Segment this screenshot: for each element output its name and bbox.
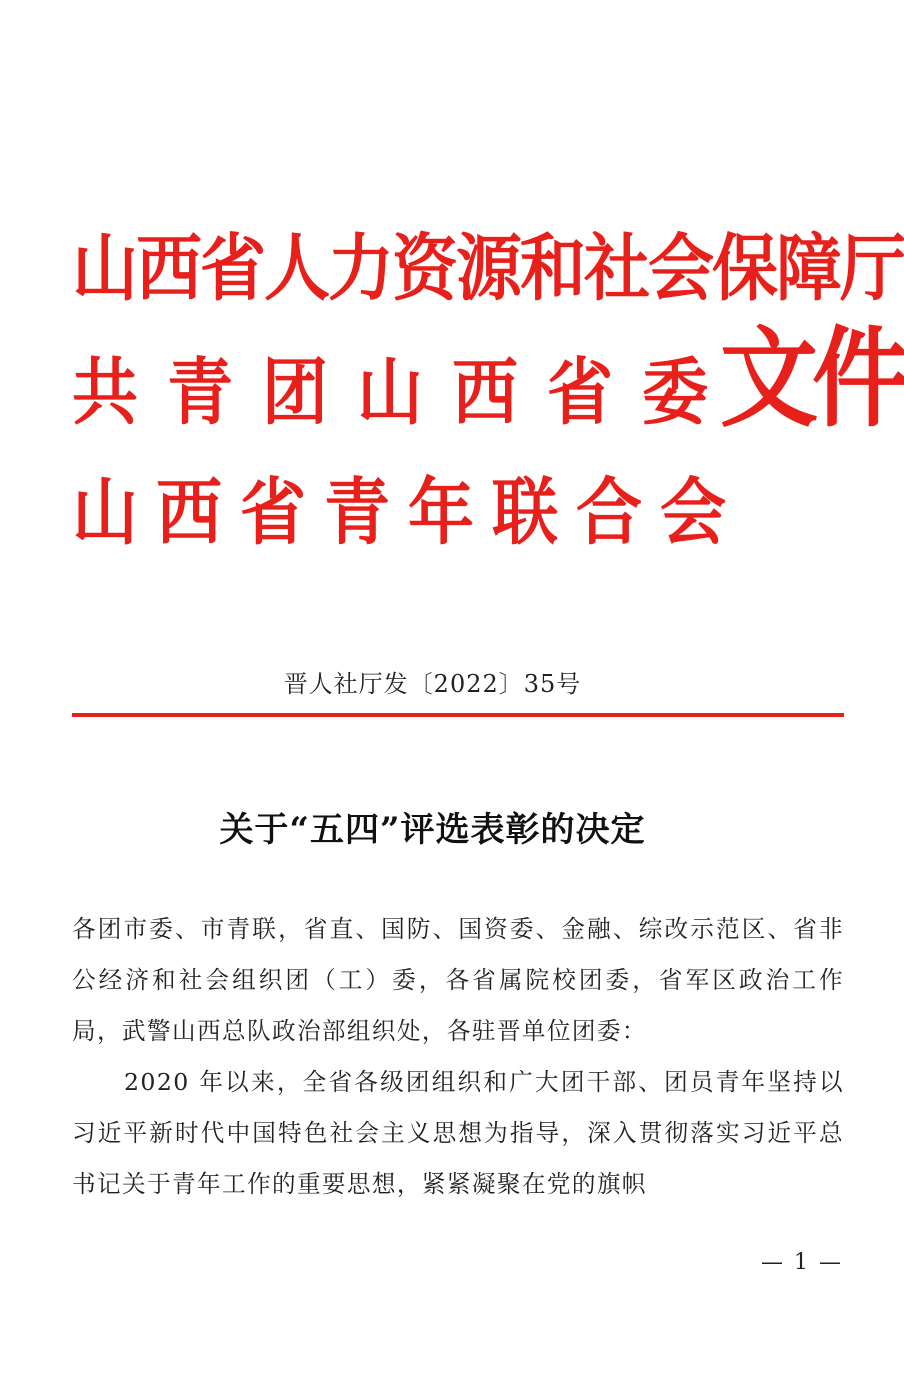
document-header [72,218,904,558]
salutation-paragraph: 各团市委、市青联，省直、国防、国资委、金融、综改示范区、省非公经济和社会组织团（工）委，各省属院校团委，省军区政治工作局，武警山西总队政治部组织处，各驻晋单位团委： [72,915,844,1045]
issuer-youth-federation: 山西省青年联合会 [72,469,744,556]
issuer-hrss-department: 山西省人力资源和社会保障厅 [72,225,904,312]
body-paragraph: 2020 年以来，全省各级团组织和广大团干部、团员青年坚持以习近平新时代中国特色社会主义思想为指导，深入贯彻落实习近平总书记关于青年工作的重要思想，紧紧凝聚在党的旗帜 [72,1068,844,1198]
document-title: 关于“五四”评选表彰的决定 [219,810,646,850]
header-divider [72,713,844,717]
document-body [72,904,844,1210]
document-number: 晋人社厅发〔2022〕35号 [283,670,582,698]
page-number: — 1 — [761,1250,843,1275]
document-type-label: 文件 [720,316,904,443]
issuer-youth-league-committee: 共青团山西省委 [72,349,737,436]
